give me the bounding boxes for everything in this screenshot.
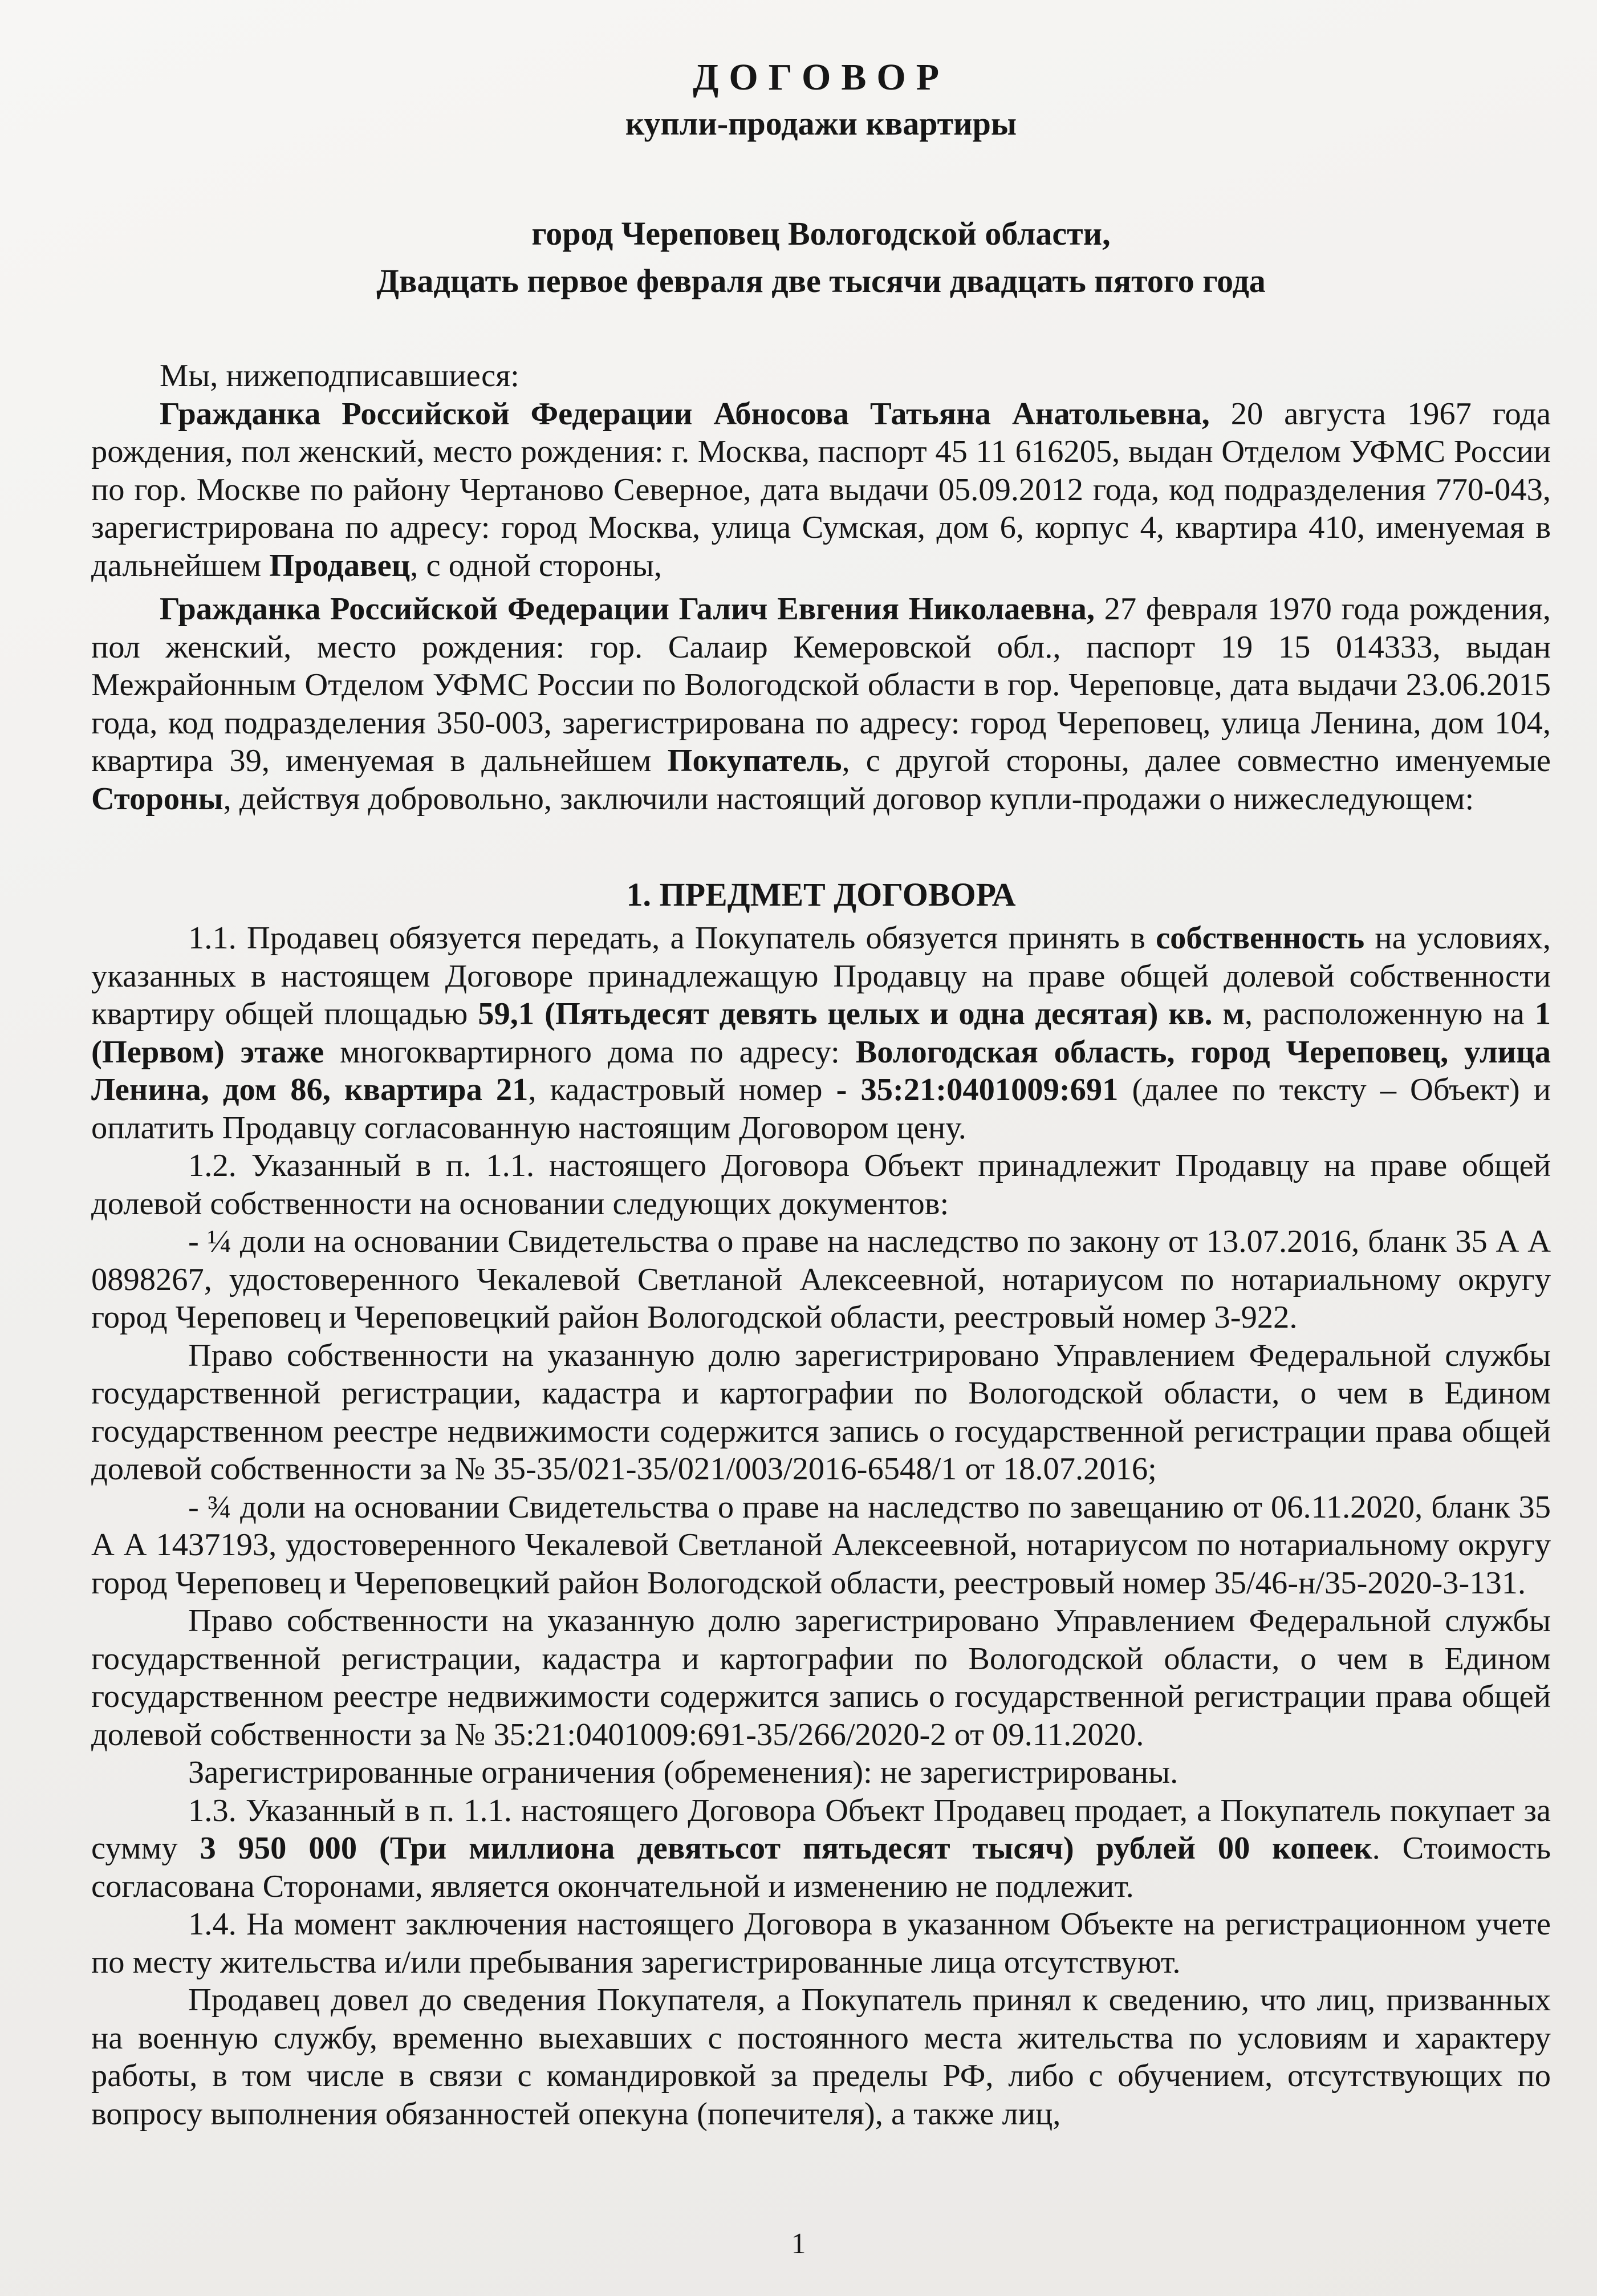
document-content (91, 55, 1551, 2133)
clause-1-1-text-e: , кадастровый номер (528, 1072, 836, 1108)
clause-1-3-text-b: . Стоимость согласована Сторонами, является окончательной и изменению не подлежит. (91, 1831, 1551, 1904)
clause-1-1-text-b: на условиях, указанных в настоящем Договоре принадлежащую Продавцу на праве общей долевой собственности квартиру общей площадью (91, 920, 1551, 1032)
page-number: 1 (791, 2228, 806, 2260)
buyer-paragraph (91, 590, 1551, 818)
clause-1-4: 1.4. На момент заключения настоящего Договора в указанном Объекте на регистрационном учете по месту жительства и/или пребывания зарегистрированные лица отсутствуют. (91, 1906, 1551, 1980)
encumbrances: Зарегистрированные ограничения (обременения): не зарегистрированы. (188, 1755, 1179, 1791)
seller-paragraph (91, 395, 1551, 585)
buyer-details-mid: , с другой стороны, далее совместно именуемые (842, 743, 1551, 779)
document-subtitle: купли-продажи квартиры (625, 105, 1017, 143)
clause-1-1-text-f: (далее по тексту – Объект) и оплатить Продавцу согласованную настоящим Договором цену. (91, 1072, 1551, 1146)
share-three-quarters: - ¾ доли на основании Свидетельства о праве на наследство по завещанию от 06.11.2020, бланк 35 А А 1437193, удостоверенного Чекалевой Светланой Алексеевной, нотариусом по нотариальному округу город Череповец и Череповецкий район Вологодской области, реестровый номер 35/46-н/35-2020-3-131. (91, 1489, 1551, 1601)
clause-1-1-floor: 1 (Первом) этаже (91, 996, 1551, 1070)
clause-1-1-text-c: , расположенную на (1245, 996, 1535, 1032)
section-heading-subject: 1. ПРЕДМЕТ ДОГОВОРА (626, 876, 1016, 914)
share-one-quarter: - ¼ доли на основании Свидетельства о праве на наследство по закону от 13.07.2016, бланк 35 А А 0898267, удостоверенного Чекалевой Светланой Алексеевной, нотариусом по нотариальному округу город Череповец и Череповецкий район Вологодской области, реестровый номер 3-922. (91, 1224, 1551, 1336)
contract-date: Двадцать первое февраля две тысячи двадцать пятого года (376, 262, 1266, 300)
clause-1-1-ownership: собственность (1156, 920, 1365, 956)
clause-1-1-area: 59,1 (Пятьдесят девять целых и одна десятая) кв. м (478, 996, 1245, 1032)
seller-name: Гражданка Российской Федерации Абносова Татьяна Анатольевна, (160, 396, 1210, 432)
share-three-quarters-registration: Право собственности на указанную долю зарегистрировано Управлением Федеральной службы государственной регистрации, кадастра и картографии по Вологодской области, о чем в Едином государственном реестре недвижимости содержится запись о государственной регистрации права общей долевой собственности за № 35:21:0401009:691-35/266/2020-2 от 09.11.2020. (91, 1603, 1551, 1753)
clause-1-2: 1.2. Указанный в п. 1.1. настоящего Договора Объект принадлежит Продавцу на праве общей долевой собственности на основании следующих документов: (91, 1148, 1551, 1222)
parties-word: Стороны (91, 781, 224, 817)
seller-details-end: , с одной стороны, (410, 547, 663, 583)
intro-opening: Мы, нижеподписавшиеся: (160, 358, 519, 394)
contract-place: город Череповец Вологодской области, (531, 214, 1111, 252)
clause-1-1 (91, 919, 1551, 1147)
buyer-name: Гражданка Российской Федерации Галич Евгения Николаевна, (160, 591, 1095, 627)
clause-1-3 (91, 1792, 1551, 1906)
clause-1-1-text-d: многоквартирного дома по адресу: (324, 1034, 856, 1070)
clause-1-4-note: Продавец довел до сведения Покупателя, а Покупатель принял к сведению, что лиц, призванных на военную службу, временно выехавших с постоянного места жительства по условиям и характеру работы, в том числе в связи с командировкой за пределы РФ, либо с обучением, отсутствующих по вопросу выполнения обязанностей опекуна (попечителя), а также лиц, (91, 1982, 1551, 2132)
clause-1-3-price: 3 950 000 (Три миллиона девятьсот пятьдесят тысяч) рублей 00 копеек (200, 1831, 1372, 1867)
buyer-details: 27 февраля 1970 года рождения, пол женский, место рождения: гор. Салаир Кемеровской обл., паспорт 19 15 014333, выдан Межрайонным Отделом УФМС России по Вологодской области в гор. Череповце, дата выдачи 23.06.2015 года, код подразделения 350-003, зарегистрирована по адресу: город Череповец, улица Ленина, дом 104, квартира 39, именуемая в дальнейшем (91, 591, 1551, 779)
clause-1-1-address: Вологодская область, город Череповец, улица Ленина, дом 86, квартира 21 (91, 1034, 1551, 1108)
buyer-details-end: , действуя добровольно, заключили настоящий договор купли-продажи о нижеследующем: (223, 781, 1474, 817)
seller-role: Продавец (269, 547, 411, 583)
share-one-quarter-registration: Право собственности на указанную долю зарегистрировано Управлением Федеральной службы государственной регистрации, кадастра и картографии по Вологодской области, о чем в Едином государственном реестре недвижимости содержится запись о государственной регистрации права общей долевой собственности за № 35-35/021-35/021/003/2016-6548/1 от 18.07.2016; (91, 1337, 1551, 1487)
buyer-role: Покупатель (667, 743, 842, 779)
clause-1-1-cadastral: - 35:21:0401009:691 (836, 1072, 1119, 1108)
seller-details: 20 августа 1967 года рождения, пол женский, место рождения: г. Москва, паспорт 45 11 616205, выдан Отделом УФМС России по гор. Москве по району Чертаново Северное, дата выдачи 05.09.2012 года, код подразделения 770-043, зарегистрирована по адресу: город Москва, улица Сумская, дом 6, корпус 4, квартира 410, именуемая в дальнейшем (91, 396, 1551, 583)
clause-1-1-text-a: 1.1. Продавец обязуется передать, а Покупатель обязуется принять в (188, 920, 1156, 956)
clause-1-3-text-a: 1.3. Указанный в п. 1.1. настоящего Договора Объект Продавец продает, а Покупатель покупает за сумму (91, 1792, 1551, 1867)
document-title: ДОГОВОР (692, 56, 950, 98)
